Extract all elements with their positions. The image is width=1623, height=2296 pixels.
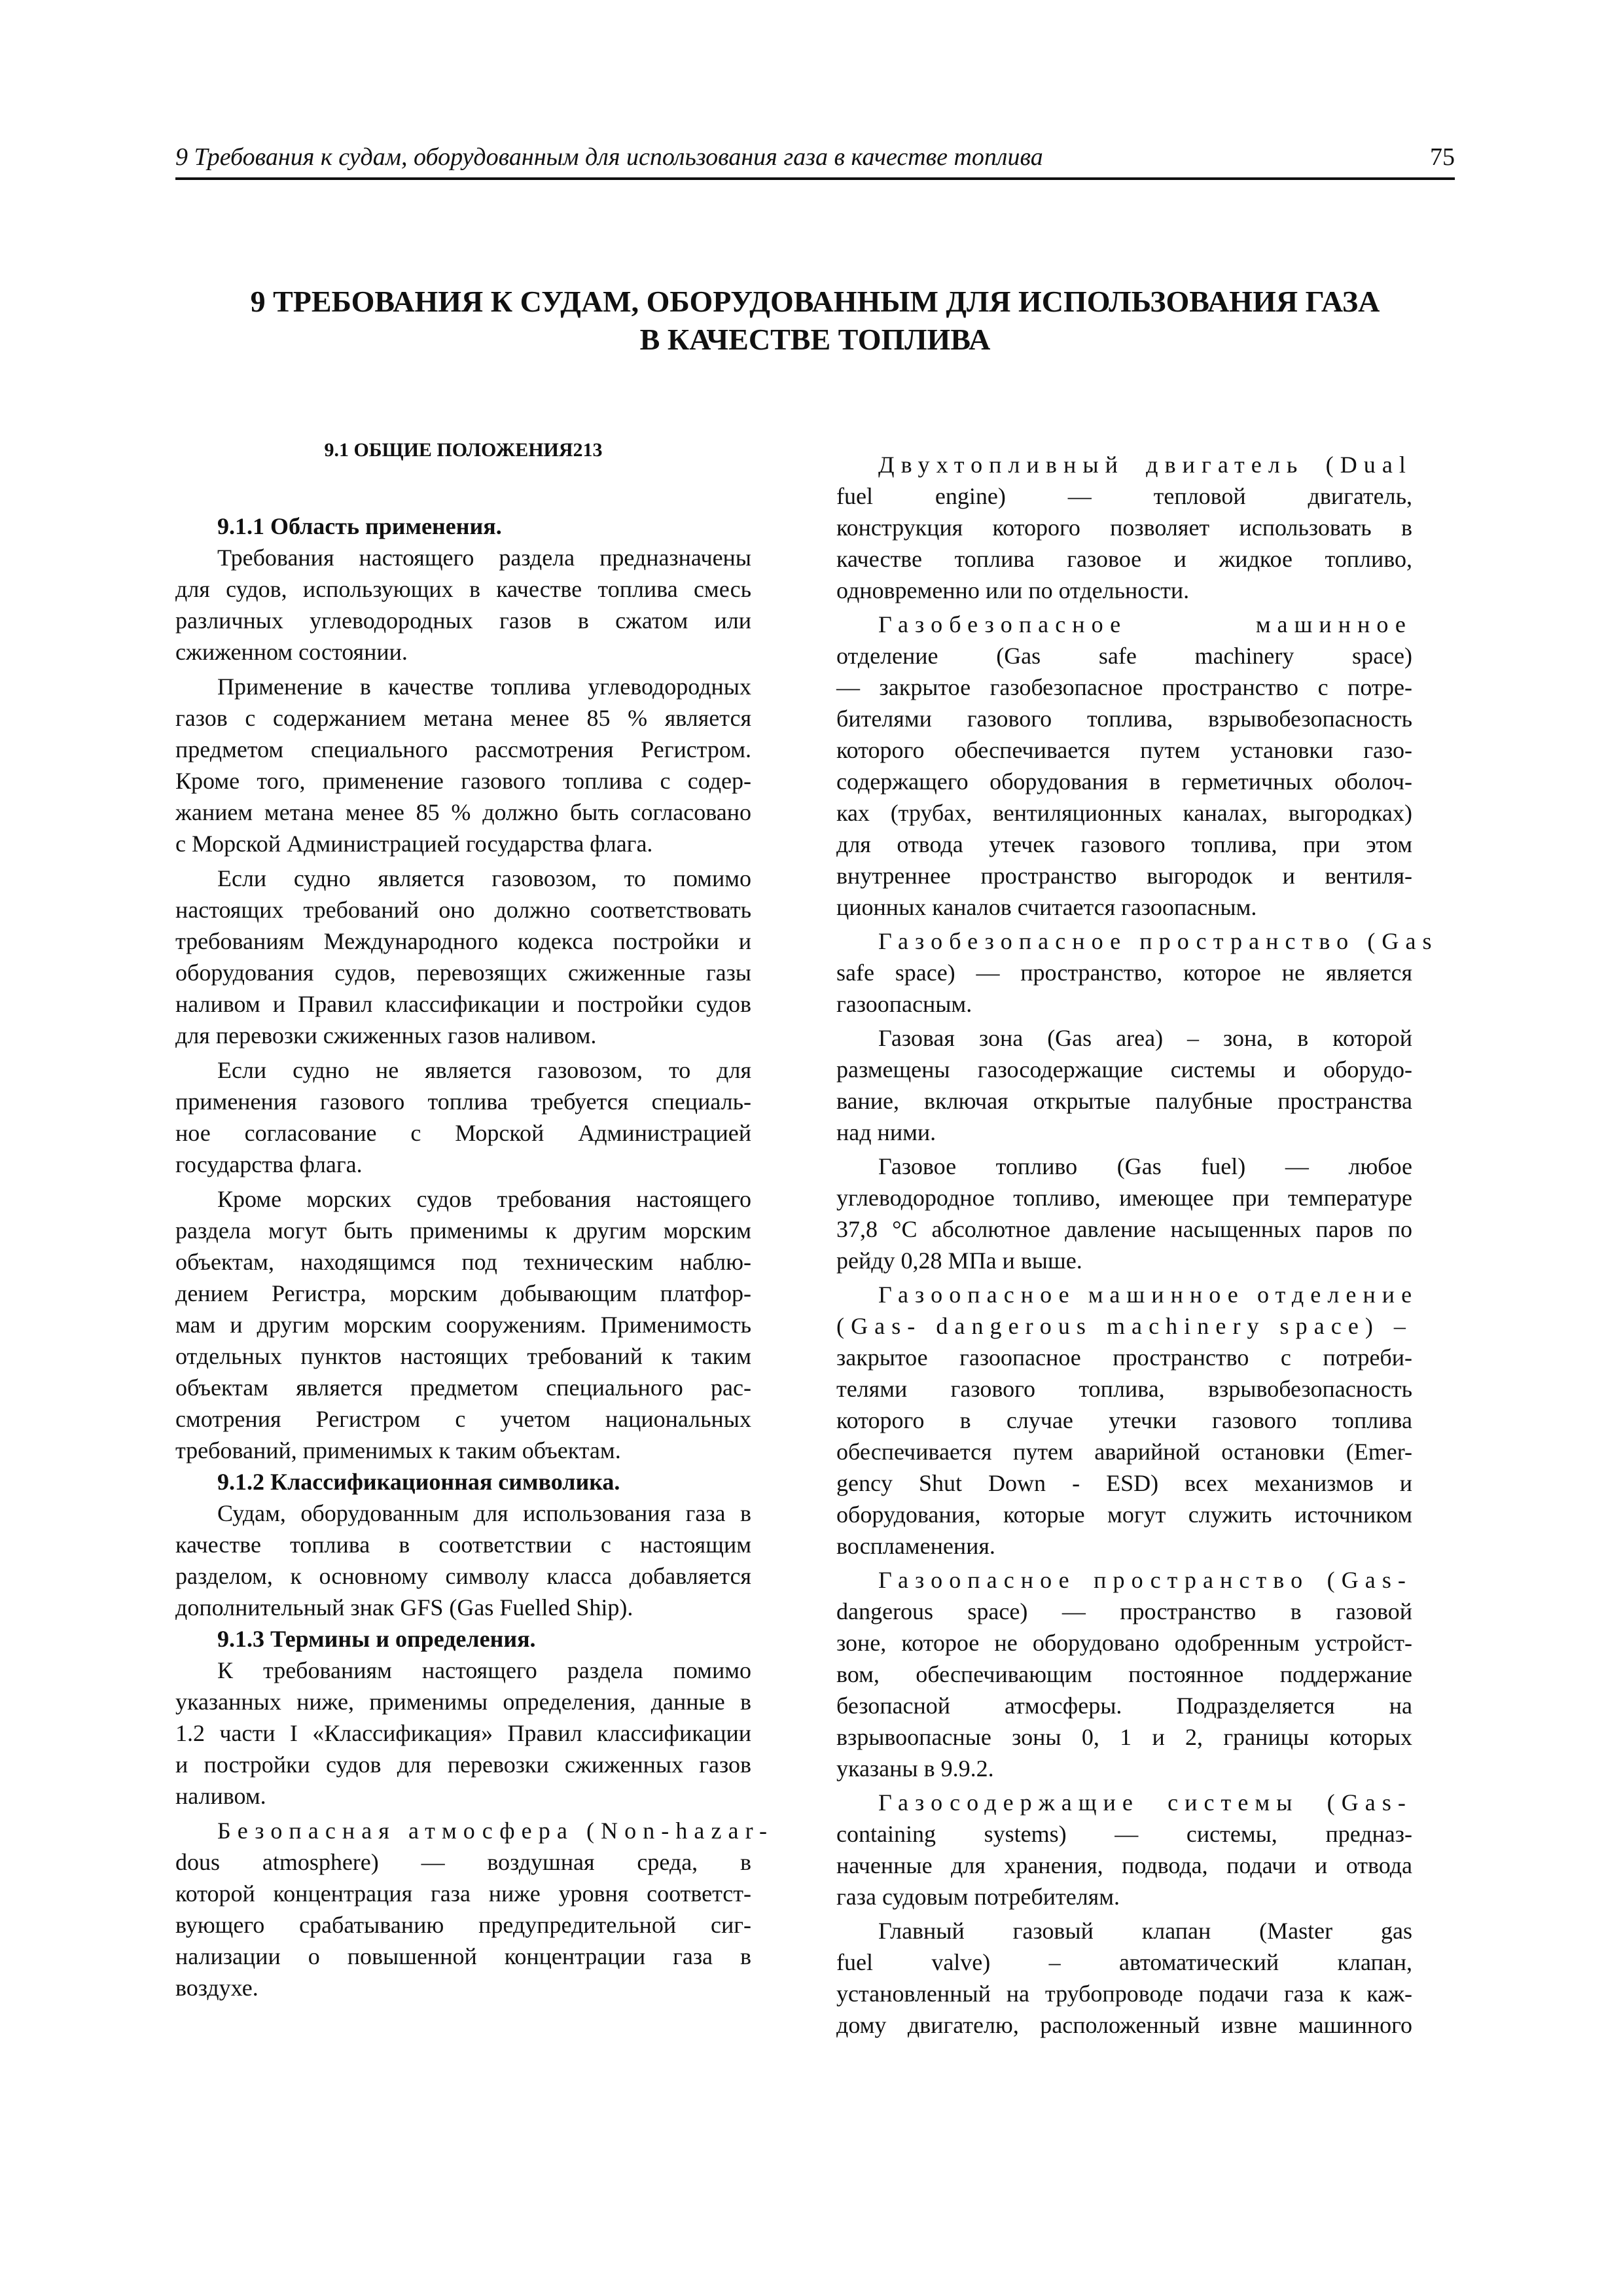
text-line: мам и другим морским сооружениям. Применимость xyxy=(175,1312,751,1338)
text-line: дением Регистра, морским добывающим платфор- xyxy=(175,1280,751,1306)
term-line: Газосодержащие системы (Gas- xyxy=(878,1789,1412,1816)
text-line: требованиям Международного кодекса постройки и xyxy=(175,928,751,954)
text-line: и постройки судов для перевозки сжиженных газов xyxy=(175,1751,751,1778)
text-line: которого обеспечивается путем установки газо- xyxy=(836,737,1412,763)
text-line: Кроме того, применение газового топлива с содер- xyxy=(175,768,751,794)
text-line: объектам является предметом специального рас- xyxy=(175,1374,751,1401)
text-line: указаны в 9.9.2. xyxy=(836,1755,994,1782)
text-line: наливом и Правил классификации и постройки судов xyxy=(175,991,751,1017)
text-line: наченные для хранения, подвода, подачи и отвода xyxy=(836,1852,1412,1878)
text-line: дополнительный знак GFS (Gas Fuelled Ship). xyxy=(175,1594,633,1621)
text-line: Кроме морских судов требования настоящего xyxy=(217,1186,751,1212)
text-line: телями газового топлива, взрывобезопасность xyxy=(836,1376,1412,1402)
text-line: вом, обеспечивающим постоянное поддержание xyxy=(836,1661,1412,1687)
text-line: для перевозки сжиженных газов наливом. xyxy=(175,1022,597,1049)
running-head xyxy=(175,143,1455,175)
text-line: обеспечивается путем аварийной остановки (Emer- xyxy=(836,1439,1412,1465)
text-line: воздухе. xyxy=(175,1975,259,2001)
text-line: ционных каналов считается газоопасным. xyxy=(836,894,1257,920)
text-line: смотрения Регистром с учетом национальных xyxy=(175,1406,751,1432)
text-line: настоящих требований оно должно соответствовать xyxy=(175,897,751,923)
term-line: Газовое топливо (Gas fuel) — любое xyxy=(878,1153,1412,1179)
text-line: отдельных пунктов настоящих требований к таким xyxy=(175,1343,751,1369)
term-line: Безопасная атмосфера (Non-hazar- xyxy=(217,1818,774,1844)
text-line: gency Shut Down - ESD) всех механизмов и xyxy=(836,1470,1412,1496)
text-line: Применение в качестве топлива углеводородных xyxy=(217,673,751,700)
text-line: вание, включая открытые палубные пространства xyxy=(836,1088,1412,1114)
text-line: раздела могут быть применимы к другим морским xyxy=(175,1217,751,1244)
text-line: 1.2 части I «Классификация» Правил классификации xyxy=(175,1720,751,1746)
text-line: указанных ниже, применимы определения, данные в xyxy=(175,1689,751,1715)
text-line: конструкция которого позволяет использовать в xyxy=(836,514,1412,541)
text-line: качестве топлива газовое и жидкое топливо, xyxy=(836,546,1412,572)
text-line: Судам, оборудованным для использования газа в xyxy=(217,1500,751,1526)
text-line: оборудования, которые могут служить источником xyxy=(836,1501,1412,1528)
text-line: требований, применимых к таким объектам. xyxy=(175,1437,621,1463)
term-line: Газовая зона (Gas area) – зона, в которой xyxy=(878,1025,1412,1051)
text-line: различных углеводородных газов в сжатом или xyxy=(175,607,751,634)
text-line: применения газового топлива требуется специаль- xyxy=(175,1088,751,1115)
text-line: сжиженном состоянии. xyxy=(175,639,408,665)
text-line: бителями газового топлива, взрывобезопасность xyxy=(836,706,1412,732)
text-line: dous atmosphere) — воздушная среда, в xyxy=(175,1849,751,1875)
text-line: размещены газосодержащие системы и оборудо- xyxy=(836,1056,1412,1083)
section-heading: 9.1 ОБЩИЕ ПОЛОЖЕНИЯ213 xyxy=(324,439,603,461)
subsection-heading: 9.1.3 Термины и определения. xyxy=(217,1626,536,1652)
text-line: газа судовым потребителям. xyxy=(836,1884,1120,1910)
header-rule xyxy=(175,177,1455,180)
text-line: объектам, находящимся под техническим наблю- xyxy=(175,1249,751,1275)
text-line: fuel engine) — тепловой двигатель, xyxy=(836,483,1412,509)
text-line: одновременно или по отдельности. xyxy=(836,577,1190,603)
text-line: дому двигателю, расположенный извне машинного xyxy=(836,2012,1412,2038)
text-line: государства флага. xyxy=(175,1151,363,1177)
chapter-title xyxy=(175,283,1455,359)
text-line: с Морской Администрацией государства флага. xyxy=(175,831,653,857)
text-line: Если судно не является газовозом, то для xyxy=(217,1057,751,1083)
text-line: предметом специального рассмотрения Регистром. xyxy=(175,736,751,762)
term-line: Газобезопасное пространство (Gas xyxy=(878,928,1438,954)
text-line: для отвода утечек газового топлива, при этом xyxy=(836,831,1412,857)
text-line: внутреннее пространство выгородок и вентиля- xyxy=(836,863,1412,889)
text-line: содержащего оборудования в герметичных оболоч- xyxy=(836,768,1412,795)
text-line: которой концентрация газа ниже уровня соответст- xyxy=(175,1880,751,1907)
text-line: газов с содержанием метана менее 85 % является xyxy=(175,705,751,731)
term-line: Газоопасное пространство (Gas- xyxy=(878,1567,1412,1593)
text-line: К требованиям настоящего раздела помимо xyxy=(217,1657,751,1683)
text-line: взрывоопасные зоны 0, 1 и 2, границы которых xyxy=(836,1724,1412,1750)
chapter-title-line-2: В КАЧЕСТВЕ ТОПЛИВА xyxy=(639,323,991,356)
term-line: Газобезопасное машинное xyxy=(878,611,1412,637)
running-title: 9 Требования к судам, оборудованным для использования газа в качестве топлива xyxy=(175,143,1043,171)
text-line: 37,8 °С абсолютное давление насыщенных паров по xyxy=(836,1216,1412,1242)
text-line: containing systems) — системы, предназ- xyxy=(836,1821,1412,1847)
term-line: Двухтопливный двигатель (Dual xyxy=(878,452,1412,478)
text-line: ное согласование с Морской Администрацией xyxy=(175,1120,751,1146)
text-line: установленный на трубопроводе подачи газа к каж- xyxy=(836,1981,1412,2007)
text-line: газоопасным. xyxy=(836,991,972,1017)
subsection-heading: 9.1.1 Область применения. xyxy=(217,513,502,539)
text-line: safe space) — пространство, которое не является xyxy=(836,960,1412,986)
text-line: dangerous space) — пространство в газовой xyxy=(836,1598,1412,1624)
text-line: (Gas- dangerous machinery space) – xyxy=(836,1313,1412,1339)
text-line: закрытое газоопасное пространство с потреби- xyxy=(836,1344,1412,1371)
text-line: Требования настоящего раздела предназначены xyxy=(217,545,751,571)
text-line: над ними. xyxy=(836,1119,936,1145)
page-number: 75 xyxy=(1430,143,1455,171)
text-line: ках (трубах, вентиляционных каналах, выгородках) xyxy=(836,800,1412,826)
chapter-title-line-1: 9 ТРЕБОВАНИЯ К СУДАМ, ОБОРУДОВАННЫМ ДЛЯ ИСПОЛЬЗОВАНИЯ ГАЗА xyxy=(250,285,1380,318)
text-line: отделение (Gas safe machinery space) xyxy=(836,643,1412,669)
text-line: качестве топлива в соответствии с настоящим xyxy=(175,1532,751,1558)
text-line: нализации о повышенной концентрации газа в xyxy=(175,1943,751,1969)
text-line: безопасной атмосферы. Подразделяется на xyxy=(836,1693,1412,1719)
term-line: Газоопасное машинное отделение xyxy=(878,1282,1419,1308)
text-line: оборудования судов, перевозящих сжиженные газы xyxy=(175,960,751,986)
text-line: разделом, к основному символу класса добавляется xyxy=(175,1563,751,1589)
text-line: для судов, использующих в качестве топлива смесь xyxy=(175,576,751,602)
text-line: fuel valve) – автоматический клапан, xyxy=(836,1949,1412,1975)
text-line: жанием метана менее 85 % должно быть согласовано xyxy=(175,799,751,825)
text-line: которого в случае утечки газового топлива xyxy=(836,1407,1412,1433)
text-line: углеводородное топливо, имеющее при температуре xyxy=(836,1185,1412,1211)
text-line: вующего срабатыванию предупредительной сиг- xyxy=(175,1912,751,1938)
term-line: Главный газовый клапан (Master gas xyxy=(878,1918,1412,1944)
text-line: воспламенения. xyxy=(836,1533,995,1559)
text-line: — закрытое газобезопасное пространство с потре- xyxy=(836,674,1412,700)
subsection-heading: 9.1.2 Классификационная символика. xyxy=(217,1469,620,1495)
text-line: рейду 0,28 МПа и выше. xyxy=(836,1247,1082,1274)
text-line: наливом. xyxy=(175,1783,266,1809)
text-line: Если судно является газовозом, то помимо xyxy=(217,865,751,891)
text-line: зоне, которое не оборудовано одобренным устройст- xyxy=(836,1630,1412,1656)
